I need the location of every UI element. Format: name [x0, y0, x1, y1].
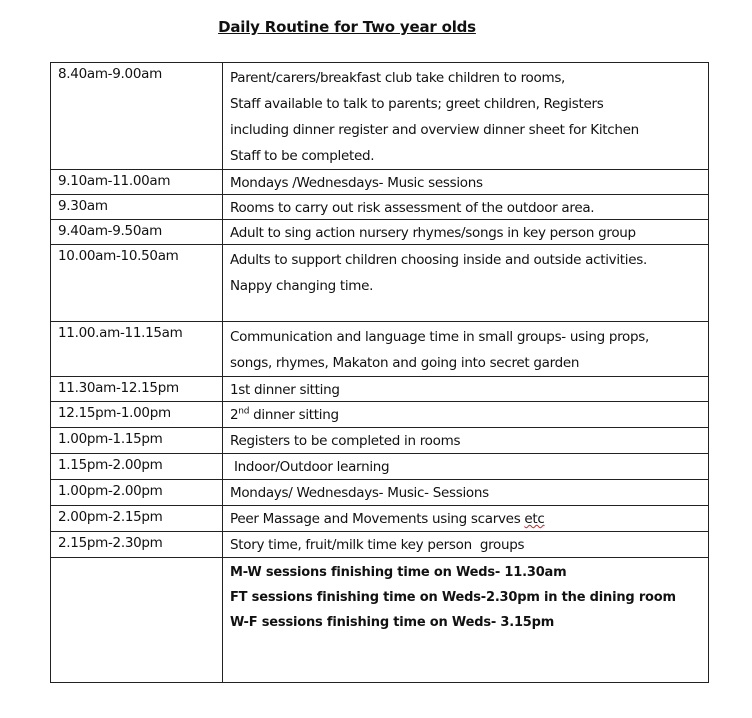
table-row	[51, 480, 709, 506]
activity-line: Adult to sing action nursery rhymes/songs in key person group	[230, 225, 636, 241]
routine-table	[50, 62, 709, 683]
page-title: Daily Routine for Two year olds	[218, 18, 476, 36]
activity-cell	[223, 245, 709, 322]
time-cell: 12.15pm-1.00pm	[51, 402, 223, 428]
activity-line: Registers to be completed in rooms	[230, 433, 461, 449]
activity-cell	[223, 454, 709, 480]
activity-cell	[223, 428, 709, 454]
activity-cell	[223, 63, 709, 170]
notes-cell	[223, 558, 709, 683]
ordinal-suffix: nd	[238, 406, 250, 417]
spellcheck-word: etc	[524, 511, 545, 527]
time-cell: 11.00.am-11.15am	[51, 322, 223, 377]
activity-line: Staff available to talk to parents; greet children, Registers	[230, 96, 604, 112]
table-row	[51, 558, 709, 683]
table-row	[51, 195, 709, 220]
time-cell: 1.00pm-1.15pm	[51, 428, 223, 454]
activity-text: Peer Massage and Movements using scarves	[230, 511, 525, 527]
activity-line: Rooms to carry out risk assessment of the outdoor area.	[230, 200, 595, 216]
activity-line	[230, 404, 708, 426]
activity-cell	[223, 377, 709, 402]
table-row	[51, 377, 709, 402]
table-row	[51, 532, 709, 558]
time-cell: 9.40am-9.50am	[51, 220, 223, 245]
activity-line: Staff to be completed.	[230, 148, 375, 164]
activity-line: including dinner register and overview dinner sheet for Kitchen	[230, 122, 639, 138]
activity-line	[230, 508, 708, 530]
table-row	[51, 402, 709, 428]
activity-cell	[223, 506, 709, 532]
time-cell: 8.40am-9.00am	[51, 63, 223, 170]
table-row	[51, 245, 709, 322]
time-cell-empty	[51, 558, 223, 683]
activity-cell	[223, 170, 709, 195]
table-row	[51, 428, 709, 454]
activity-cell	[223, 322, 709, 377]
activity-cell	[223, 532, 709, 558]
session-note: W-F sessions finishing time on Weds- 3.15pm	[230, 615, 555, 630]
table-row	[51, 220, 709, 245]
activity-cell	[223, 402, 709, 428]
activity-line: Mondays/ Wednesdays- Music- Sessions	[230, 485, 489, 501]
table-row	[51, 506, 709, 532]
time-cell: 2.15pm-2.30pm	[51, 532, 223, 558]
table-row	[51, 170, 709, 195]
activity-line: Communication and language time in small groups- using props,	[230, 329, 650, 345]
table-row	[51, 63, 709, 170]
time-cell: 10.00am-10.50am	[51, 245, 223, 322]
activity-line: Parent/carers/breakfast club take children to rooms,	[230, 70, 566, 86]
activity-cell	[223, 480, 709, 506]
activity-line: Nappy changing time.	[230, 278, 374, 294]
time-cell: 11.30am-12.15pm	[51, 377, 223, 402]
activity-cell	[223, 220, 709, 245]
activity-line: Indoor/Outdoor learning	[230, 459, 390, 475]
table-row	[51, 454, 709, 480]
table-row	[51, 322, 709, 377]
time-cell: 9.10am-11.00am	[51, 170, 223, 195]
activity-line: Story time, fruit/milk time key person groups	[230, 537, 525, 553]
activity-cell	[223, 195, 709, 220]
activity-line: Adults to support children choosing inside and outside activities.	[230, 252, 647, 268]
ordinal-number: 2	[230, 407, 239, 423]
session-note: FT sessions finishing time on Weds-2.30pm in the dining room	[230, 590, 676, 605]
activity-line: songs, rhymes, Makaton and going into secret garden	[230, 355, 580, 371]
activity-text: dinner sitting	[249, 407, 339, 423]
session-note: M-W sessions finishing time on Weds- 11.30am	[230, 565, 567, 580]
time-cell: 9.30am	[51, 195, 223, 220]
time-cell: 1.15pm-2.00pm	[51, 454, 223, 480]
time-cell: 1.00pm-2.00pm	[51, 480, 223, 506]
time-cell: 2.00pm-2.15pm	[51, 506, 223, 532]
activity-line: Mondays /Wednesdays- Music sessions	[230, 175, 483, 191]
activity-line: 1st dinner sitting	[230, 382, 340, 398]
